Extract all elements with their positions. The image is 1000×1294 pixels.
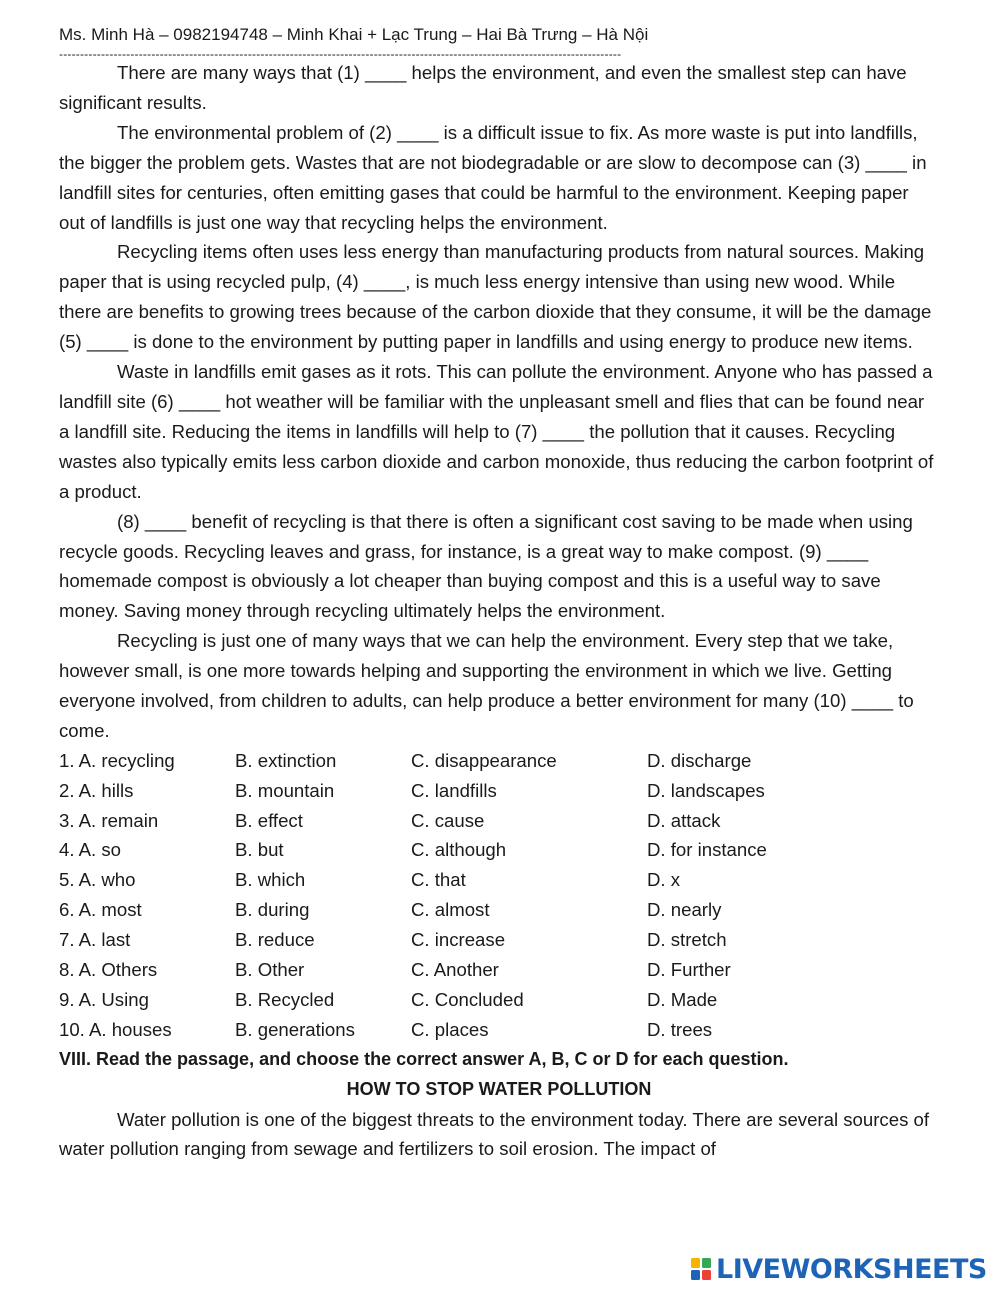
liveworksheets-logo [690,1253,987,1285]
question-option-row [59,865,939,895]
option-d: D. landscapes [647,779,765,801]
option-a: 1. A. recycling [59,749,175,771]
option-b: B. Other [235,959,305,981]
option-c: C. that [411,869,466,891]
option-b: B. Recycled [235,988,335,1010]
option-c: C. although [411,839,507,861]
option-a: 4. A. so [59,839,122,861]
document-page [59,20,939,1164]
passage-paragraph: The environmental problem of (2) ____ is a difficult issue to fix. As more waste is put into landfills, the bigger the problem gets. Wastes that are not biodegradable or are slow to decompose can (3) ____ in landfill sites for centuries, often emitting gases that could be harmful to the environment. Keeping paper out of landfills is just one way that recycling helps the environment. [59,121,927,233]
recycling-passage [59,58,939,746]
passage-paragraph: There are many ways that (1) ____ helps the environment, and even the smallest step can have significant results. [59,62,907,113]
option-d: D. x [647,869,681,891]
option-c: C. disappearance [411,749,557,771]
option-d: D. stretch [647,929,727,951]
question-option-row [59,806,939,836]
option-a: 10. A. houses [59,1018,172,1040]
passage-title: HOW TO STOP WATER POLLUTION [346,1078,652,1099]
option-a: 9. A. Using [59,988,149,1010]
page-header: Ms. Minh Hà – 0982194748 – Minh Khai + Lạc Trung – Hai Bà Trưng – Hà Nội [59,25,649,44]
option-a: 2. A. hills [59,779,134,801]
logo-text: LIVEWORKSHEETS [716,1253,987,1285]
question-option-row [59,746,939,776]
option-d: D. Made [647,988,718,1010]
option-a: 5. A. who [59,869,136,891]
question-option-row [59,895,939,925]
question-option-row [59,1015,939,1045]
question-option-row [59,925,939,955]
header-divider: -------------------------------------------------------------------------------------------------------------------------------------- [59,50,622,58]
option-c: C. increase [411,929,506,951]
passage-paragraph: Water pollution is one of the biggest threats to the environment today. There are several sources of water pollution ranging from sewage and fertilizers to soil erosion. The impact of [59,1108,930,1160]
question-option-row [59,985,939,1015]
option-a: 7. A. last [59,929,131,951]
option-c: C. Concluded [411,988,524,1010]
option-b: B. reduce [235,929,315,951]
option-c: C. landfills [411,779,497,801]
option-b: B. during [235,899,310,921]
option-a: 8. A. Others [59,959,158,981]
section-heading: VIII. Read the passage, and choose the correct answer A, B, C or D for each question. [59,1048,789,1069]
option-c: C. Another [411,959,499,981]
option-d: D. discharge [647,749,752,771]
option-b: B. but [235,839,284,861]
question-option-row [59,955,939,985]
option-b: B. extinction [235,749,337,771]
option-d: D. attack [647,809,721,831]
answer-options-table [59,746,939,1045]
option-a: 3. A. remain [59,809,159,831]
option-c: C. almost [411,899,490,921]
liveworksheets-logo-icon [690,1257,712,1281]
option-d: D. trees [647,1018,713,1040]
passage-paragraph: Recycling items often uses less energy than manufacturing products from natural sources. Making paper that is using recycled pulp, (4) ____, is much less energy intensive than using new wood. While there are benefits to growing trees because of the carbon dioxide that they consume, it will be the damage (5) ____ is done to the environment by putting paper in landfills and using energy to produce new items. [59,241,932,353]
option-b: B. mountain [235,779,335,801]
option-b: B. which [235,869,306,891]
option-c: C. places [411,1018,489,1040]
option-d: D. for instance [647,839,767,861]
option-a: 6. A. most [59,899,142,921]
passage-paragraph: Recycling is just one of many ways that we can help the environment. Every step that we take, however small, is one more towards helping and supporting the environment in which we live. Getting everyone involved, from children to adults, can help produce a better environment for many (10) ____ to come. [59,630,914,741]
option-b: B. effect [235,809,303,831]
option-c: C. cause [411,809,485,831]
water-pollution-passage [59,1105,939,1165]
option-d: D. nearly [647,899,722,921]
option-b: B. generations [235,1018,355,1040]
passage-paragraph: Waste in landfills emit gases as it rots. This can pollute the environment. Anyone who has passed a landfill site (6) ____ hot weather will be familiar with the unpleasant smell and flies that can be found near a landfill site. Reducing the items in landfills will help to (7) ____ the pollution that it causes. Recycling wastes also typically emits less carbon dioxide and carbon monoxide, thus reducing the carbon footprint of a product. [59,361,934,502]
question-option-row [59,836,939,866]
option-d: D. Further [647,959,731,981]
passage-paragraph: (8) ____ benefit of recycling is that there is often a significant cost saving to be made when using recycle goods. Recycling leaves and grass, for instance, is a great way to make compost. (9) ____ homemade compost is obviously a lot cheaper than buying compost and this is a useful way to save money. Saving money through recycling ultimately helps the environment. [59,510,913,622]
question-option-row [59,776,939,806]
